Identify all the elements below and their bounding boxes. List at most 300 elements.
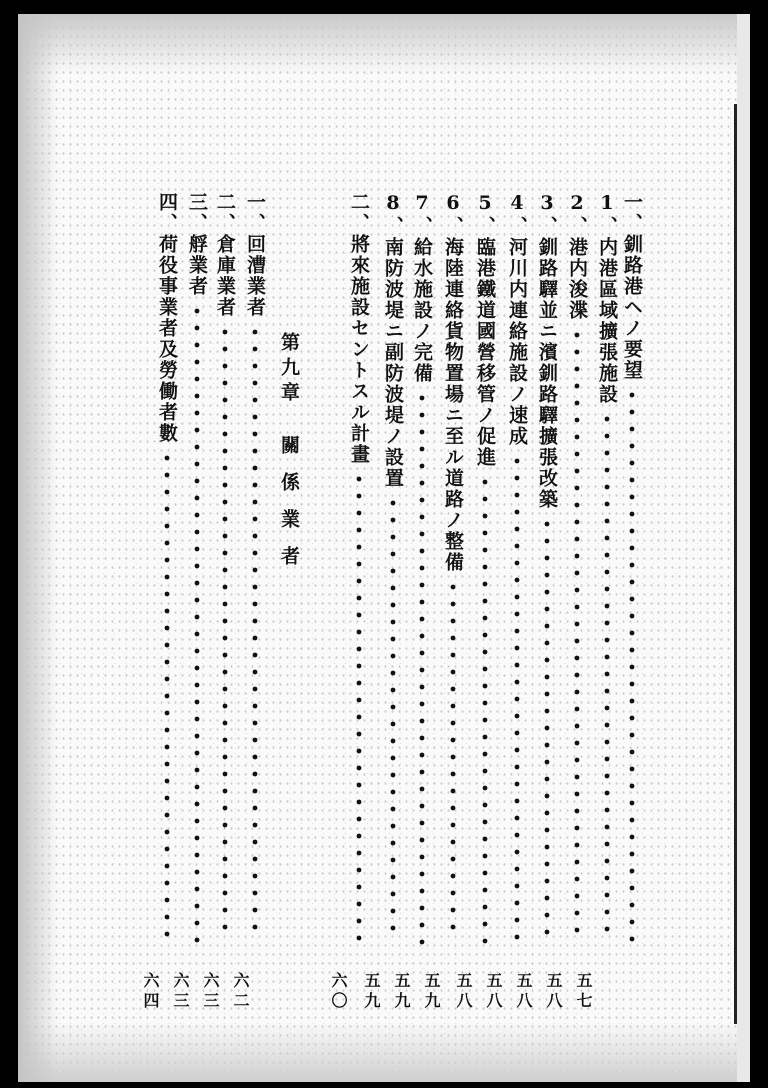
leader-dot	[451, 636, 456, 641]
leader-dot	[420, 685, 425, 690]
leader-dot	[223, 551, 228, 556]
leader-dot	[391, 875, 396, 880]
leader-dot	[165, 473, 170, 478]
leader-dot	[195, 411, 200, 416]
leader-dot	[165, 507, 170, 512]
leader-dot	[391, 807, 396, 812]
leader-dot	[420, 651, 425, 656]
leader-dot	[195, 445, 200, 450]
leader-dot	[391, 535, 396, 540]
leader-dot	[253, 466, 258, 471]
leader-dot	[420, 906, 425, 911]
leader-dot	[420, 464, 425, 469]
leader-dot	[575, 520, 580, 525]
leader-dot	[391, 552, 396, 557]
leader-dot	[575, 792, 580, 797]
leader-dot	[483, 701, 488, 706]
leader-dot	[545, 896, 550, 901]
leader-dot	[223, 568, 228, 573]
leader-dot	[357, 749, 362, 754]
leader-dot	[630, 682, 635, 687]
leader-dot	[195, 479, 200, 484]
leader-dot	[605, 910, 610, 915]
leader-dot	[420, 430, 425, 435]
leader-dot	[165, 643, 170, 648]
leader-dot	[420, 940, 425, 945]
leader-dot	[575, 928, 580, 933]
leader-dot	[165, 490, 170, 495]
page-number: 五九	[362, 972, 381, 1012]
leader-dot	[545, 573, 550, 578]
leader-dot	[195, 938, 200, 943]
leader-dot	[195, 904, 200, 909]
leader-dot	[515, 935, 520, 940]
leader-dot	[195, 462, 200, 467]
leader-dot	[630, 733, 635, 738]
leader-dot	[575, 656, 580, 661]
leader-dot	[630, 563, 635, 568]
leader-dot	[575, 758, 580, 763]
leader-dot	[223, 517, 228, 522]
leader-dot	[630, 631, 635, 636]
leader-dot	[515, 544, 520, 549]
leader-dot	[223, 687, 228, 692]
leader-dot	[605, 451, 610, 456]
leader-dot	[253, 619, 258, 624]
leader-dot	[605, 842, 610, 847]
leader-dot	[630, 648, 635, 653]
leader-dot	[223, 874, 228, 879]
leader-dot	[253, 551, 258, 556]
leader-dot	[195, 530, 200, 535]
leader-dot	[420, 447, 425, 452]
leader-dot	[483, 769, 488, 774]
page-number: 六〇	[329, 972, 348, 1012]
leader-dot	[165, 558, 170, 563]
leader-dot	[545, 692, 550, 697]
leader-dot	[451, 806, 456, 811]
leader-dot	[357, 919, 362, 924]
leader-dot	[545, 777, 550, 782]
leader-dot	[223, 653, 228, 658]
leader-dot	[420, 770, 425, 775]
leader-dot	[253, 789, 258, 794]
leader-dot	[483, 633, 488, 638]
leader-dot	[223, 381, 228, 386]
leader-dot	[630, 614, 635, 619]
page-number: 六四	[141, 972, 160, 1012]
leader-dot	[545, 709, 550, 714]
leader-dot	[605, 757, 610, 762]
leader-dot	[575, 554, 580, 559]
leader-dot	[223, 908, 228, 913]
leader-dot	[605, 689, 610, 694]
leader-dot	[515, 663, 520, 668]
leader-dot	[357, 579, 362, 584]
leader-dot	[545, 794, 550, 799]
leader-dot	[575, 894, 580, 899]
leader-dot	[195, 513, 200, 518]
leader-dot	[253, 704, 258, 709]
leader-dot	[515, 748, 520, 753]
leader-dot	[483, 803, 488, 808]
leader-dot	[451, 704, 456, 709]
leader-dot	[195, 870, 200, 875]
leader-dot	[420, 481, 425, 486]
leader-dot	[253, 500, 258, 505]
leader-dot	[483, 888, 488, 893]
leader-dot	[223, 755, 228, 760]
leader-dot	[451, 891, 456, 896]
leader-dot	[223, 857, 228, 862]
leader-dot	[195, 666, 200, 671]
leader-dot	[223, 772, 228, 777]
leader-dot	[605, 417, 610, 422]
leader-dot	[575, 537, 580, 542]
leader-dot	[253, 398, 258, 403]
leader-dot	[605, 519, 610, 524]
leader-dot	[545, 522, 550, 527]
leader-dot	[195, 819, 200, 824]
leader-dot	[451, 925, 456, 930]
leader-dot	[391, 688, 396, 693]
leader-dot	[420, 753, 425, 758]
leader-dot	[223, 891, 228, 896]
leader-dot	[483, 905, 488, 910]
leader-dot	[630, 869, 635, 874]
leader-dot	[483, 837, 488, 842]
leader-dot	[515, 493, 520, 498]
toc-entry: 2、港内浚渫	[566, 192, 588, 321]
leader-dot	[575, 350, 580, 355]
leader-dot	[420, 583, 425, 588]
leader-dot	[451, 585, 456, 590]
leader-dot	[630, 801, 635, 806]
leader-dot	[195, 734, 200, 739]
leader-dot	[483, 854, 488, 859]
leader-dot	[391, 909, 396, 914]
leader-dot	[630, 920, 635, 925]
leader-dot	[545, 862, 550, 867]
leader-dot	[605, 485, 610, 490]
leader-dot	[605, 655, 610, 660]
page-number: 六二	[231, 972, 250, 1012]
leader-dot	[630, 597, 635, 602]
leader-dot	[605, 808, 610, 813]
leader-dot	[195, 649, 200, 654]
leader-dot	[630, 495, 635, 500]
leader-dot	[605, 536, 610, 541]
leader-dot	[515, 714, 520, 719]
leader-dot	[605, 740, 610, 745]
leader-dot	[630, 937, 635, 942]
leader-dot	[605, 502, 610, 507]
leader-dot	[451, 789, 456, 794]
leader-dot	[575, 843, 580, 848]
leader-dot	[391, 705, 396, 710]
leader-dot	[630, 427, 635, 432]
chapter-label: 第九章	[278, 332, 300, 407]
leader-dot	[195, 309, 200, 314]
leader-dot	[165, 830, 170, 835]
leader-dot	[451, 857, 456, 862]
leader-dot	[357, 494, 362, 499]
leader-dot	[515, 646, 520, 651]
leader-dot	[223, 585, 228, 590]
leader-dot	[515, 578, 520, 583]
leader-dot	[420, 787, 425, 792]
leader-dot	[515, 867, 520, 872]
leader-dot	[545, 760, 550, 765]
leader-dot	[545, 556, 550, 561]
leader-dot	[483, 735, 488, 740]
leader-dot	[545, 539, 550, 544]
leader-dot	[545, 607, 550, 612]
leader-dot	[605, 553, 610, 558]
leader-dot	[630, 512, 635, 517]
leader-dot	[357, 528, 362, 533]
leader-dot	[391, 654, 396, 659]
leader-dot	[630, 767, 635, 772]
leader-dot	[575, 639, 580, 644]
leader-dot	[165, 864, 170, 869]
leader-dot	[575, 452, 580, 457]
leader-dot	[483, 718, 488, 723]
leader-dot	[165, 881, 170, 886]
leader-dot	[515, 510, 520, 515]
leader-dot	[451, 687, 456, 692]
leader-dot	[575, 911, 580, 916]
leader-dot	[630, 784, 635, 789]
page-number: 六三	[201, 972, 220, 1012]
leader-dot	[195, 751, 200, 756]
leader-dot	[575, 707, 580, 712]
leader-dot	[253, 636, 258, 641]
leader-dot	[420, 634, 425, 639]
leader-dot	[195, 377, 200, 382]
leader-dot	[253, 840, 258, 845]
leader-dot	[420, 413, 425, 418]
leader-dot	[357, 800, 362, 805]
leader-dot	[483, 922, 488, 927]
leader-dot	[253, 755, 258, 760]
leader-dot	[605, 604, 610, 609]
leader-dot	[483, 667, 488, 672]
leader-dot	[575, 690, 580, 695]
leader-dot	[253, 925, 258, 930]
toc-entry: 3、釧路驛並ニ濱釧路驛擴張改築	[536, 192, 558, 510]
leader-dot	[605, 468, 610, 473]
leader-dot	[515, 476, 520, 481]
leader-dot	[630, 835, 635, 840]
leader-dot	[483, 548, 488, 553]
leader-dot	[545, 590, 550, 595]
leader-dot	[253, 670, 258, 675]
leader-dot	[195, 564, 200, 569]
leader-dot	[575, 775, 580, 780]
leader-dot	[630, 818, 635, 823]
leader-dot	[165, 898, 170, 903]
leader-dot	[515, 901, 520, 906]
leader-dot	[575, 809, 580, 814]
leader-dot	[575, 571, 580, 576]
leader-dot	[420, 702, 425, 707]
leader-dot	[391, 790, 396, 795]
leader-dot	[575, 367, 580, 372]
leader-dot	[451, 755, 456, 760]
leader-dot	[515, 527, 520, 532]
page-number: 五八	[484, 972, 503, 1012]
leader-dot	[195, 615, 200, 620]
leader-dot	[630, 716, 635, 721]
leader-dot	[483, 531, 488, 536]
leader-dot	[630, 410, 635, 415]
leader-dot	[575, 435, 580, 440]
leader-dot	[605, 825, 610, 830]
leader-dot	[165, 796, 170, 801]
leader-dot	[357, 715, 362, 720]
leader-dot	[451, 619, 456, 624]
leader-dot	[253, 517, 258, 522]
leader-dot	[420, 600, 425, 605]
leader-dot	[515, 799, 520, 804]
leader-dot	[223, 619, 228, 624]
leader-dot	[223, 415, 228, 420]
leader-dot	[515, 629, 520, 634]
leader-dot	[483, 752, 488, 757]
leader-dot	[165, 575, 170, 580]
leader-dot	[515, 680, 520, 685]
leader-dot	[605, 723, 610, 728]
leader-dot	[195, 581, 200, 586]
leader-dot	[165, 592, 170, 597]
leader-dot	[253, 874, 258, 879]
leader-dot	[165, 541, 170, 546]
toc-entry: 一、釧路港ヘノ要望	[621, 192, 643, 381]
leader-dot	[195, 547, 200, 552]
leader-dot	[483, 582, 488, 587]
leader-dot	[223, 738, 228, 743]
leader-dot	[515, 765, 520, 770]
leader-dot	[223, 636, 228, 641]
leader-dot	[451, 874, 456, 879]
leader-dot	[605, 774, 610, 779]
leader-dot	[575, 384, 580, 389]
leader-dot	[391, 501, 396, 506]
leader-dot	[195, 343, 200, 348]
leader-dot	[575, 418, 580, 423]
leader-dot	[165, 677, 170, 682]
leader-dot	[165, 626, 170, 631]
leader-dot	[605, 570, 610, 575]
leader-dot	[253, 772, 258, 777]
leader-dot	[195, 360, 200, 365]
leader-dot	[223, 449, 228, 454]
leader-dot	[253, 891, 258, 896]
leader-dot	[605, 706, 610, 711]
leader-dot	[223, 364, 228, 369]
leader-dot	[165, 915, 170, 920]
leader-dot	[391, 926, 396, 931]
leader-dot	[575, 605, 580, 610]
toc-entry: 6、海陸連絡貨物置場ニ至ル道路ノ整備	[442, 192, 464, 573]
leader-dot	[451, 602, 456, 607]
leader-dot	[195, 394, 200, 399]
leader-dot	[451, 908, 456, 913]
leader-dot	[451, 840, 456, 845]
leader-dot	[223, 330, 228, 335]
leader-dot	[223, 721, 228, 726]
leader-dot	[483, 565, 488, 570]
leader-dot	[575, 588, 580, 593]
leader-dot	[483, 871, 488, 876]
leader-dot	[357, 664, 362, 669]
leader-dot	[253, 483, 258, 488]
leader-dot	[253, 330, 258, 335]
leader-dot	[605, 587, 610, 592]
leader-dot	[391, 518, 396, 523]
leader-dot	[483, 616, 488, 621]
leader-dot	[253, 415, 258, 420]
page-number: 五九	[422, 972, 441, 1012]
leader-dot	[391, 892, 396, 897]
leader-dot	[630, 478, 635, 483]
leader-dot	[515, 782, 520, 787]
leader-dot	[165, 779, 170, 784]
leader-dot	[195, 887, 200, 892]
leader-dot	[605, 927, 610, 932]
leader-dot	[223, 534, 228, 539]
leader-dot	[165, 745, 170, 750]
leader-dot	[605, 434, 610, 439]
leader-dot	[575, 469, 580, 474]
leader-dot	[253, 432, 258, 437]
leader-dot	[605, 621, 610, 626]
leader-dot	[253, 347, 258, 352]
leader-dot	[630, 580, 635, 585]
leader-dot	[253, 568, 258, 573]
leader-dot	[195, 802, 200, 807]
leader-dot	[451, 823, 456, 828]
leader-dot	[357, 545, 362, 550]
leader-dot	[575, 503, 580, 508]
leader-dot	[545, 624, 550, 629]
leader-dot	[223, 466, 228, 471]
leader-dot	[605, 876, 610, 881]
leader-dot	[223, 670, 228, 675]
leader-dot	[165, 762, 170, 767]
leader-dot	[630, 393, 635, 398]
leader-dot	[195, 496, 200, 501]
leader-dot	[357, 630, 362, 635]
leader-dot	[515, 697, 520, 702]
leader-dot	[575, 724, 580, 729]
leader-dot	[391, 858, 396, 863]
toc-entry: 四、荷役事業者及勞働者數	[156, 192, 178, 444]
leader-dot	[223, 483, 228, 488]
leader-dot	[391, 569, 396, 574]
leader-dot	[605, 672, 610, 677]
leader-dot	[195, 785, 200, 790]
leader-dot	[253, 857, 258, 862]
leader-dot	[630, 699, 635, 704]
leader-dot	[223, 925, 228, 930]
leader-dot	[357, 902, 362, 907]
leader-dot	[575, 673, 580, 678]
leader-dot	[253, 602, 258, 607]
leader-dot	[575, 741, 580, 746]
leader-dot	[575, 486, 580, 491]
